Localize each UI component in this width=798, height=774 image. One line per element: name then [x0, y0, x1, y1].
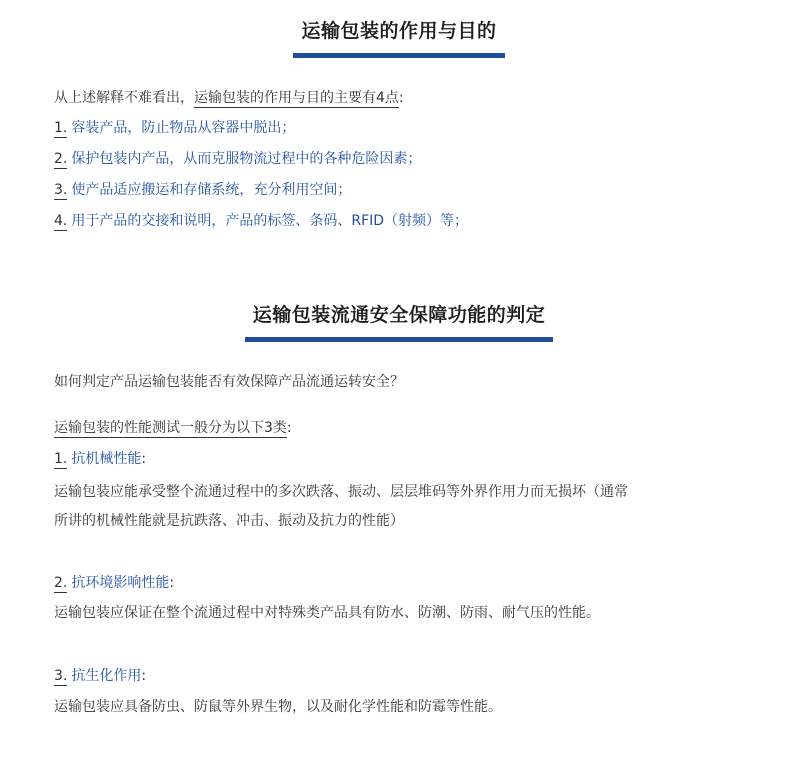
- list-item-text: 使产品适应搬运和存储系统，充分利用空间；: [71, 182, 352, 198]
- category-description: 运输包装应保证在整个流通过程中对特殊类产品具有防水、防潮、防雨、耐气压的性能。: [54, 605, 600, 621]
- category-description: 所讲的机械性能就是抗跌落、冲击、振动及抗力的性能）: [54, 513, 404, 529]
- category-name: 抗环境影响性能: [71, 575, 170, 591]
- section2-categories-intro: [54, 418, 292, 438]
- category-heading: [54, 449, 146, 469]
- section2-question: 如何判定产品运输包装能否有效保障产品流通运转安全？: [54, 374, 404, 390]
- list-item-number: 2.: [54, 151, 68, 167]
- category-name: 抗生化作用: [71, 668, 142, 684]
- section1-list-item: [54, 180, 351, 200]
- section1-list-item: [54, 149, 421, 169]
- section1-title: 运输包装的作用与目的: [293, 16, 504, 58]
- list-item-number: 4.: [54, 213, 68, 229]
- category-number: 1.: [54, 451, 68, 467]
- list-item-text: 保护包装内产品，从而克服物流过程中的各种危险因素；: [71, 151, 422, 167]
- category-description: 运输包装应具备防虫、防鼠等外界生物，以及耐化学性能和防霉等性能。: [54, 699, 502, 715]
- category-description: 运输包装应能承受整个流通过程中的多次跌落、振动、层层堆码等外界作用力而无损坏（通常: [54, 484, 628, 500]
- categories-intro-colon: :: [286, 420, 292, 436]
- section1-intro: [54, 88, 404, 108]
- list-item-number: 3.: [54, 182, 68, 198]
- section2-heading: [0, 300, 798, 342]
- categories-intro-text: 运输包装的性能测试一般分为以下3类: [54, 420, 287, 436]
- category-colon: :: [169, 575, 175, 591]
- category-number: 2.: [54, 575, 68, 591]
- category-colon: :: [141, 668, 147, 684]
- category-name: 抗机械性能: [71, 451, 142, 467]
- section1-heading: [0, 16, 798, 58]
- category-colon: :: [141, 451, 147, 467]
- list-item-text: 容装产品，防止物品从容器中脱出；: [71, 120, 296, 136]
- section1-intro-underlined: 运输包装的作用与目的主要有4点: [194, 90, 399, 106]
- section1-list-item: [54, 118, 295, 138]
- category-heading: [54, 666, 146, 686]
- section1-intro-prefix: 从上述解释不难看出，: [54, 90, 194, 106]
- category-heading: [54, 573, 174, 593]
- category-number: 3.: [54, 668, 68, 684]
- section1-list-item: [54, 211, 468, 231]
- section1-intro-colon: :: [398, 90, 404, 106]
- list-item-text: 用于产品的交接和说明，产品的标签、条码、RFID（射频）等；: [71, 213, 469, 229]
- list-item-number: 1.: [54, 120, 68, 136]
- section2-title: 运输包装流通安全保障功能的判定: [245, 300, 554, 342]
